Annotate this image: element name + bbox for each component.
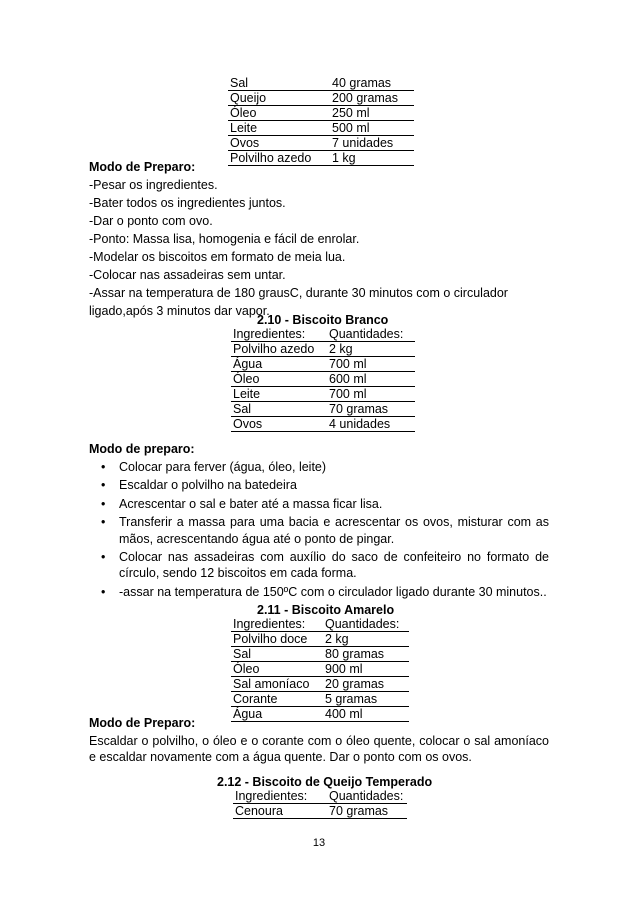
step-text: Acrescentar o sal e bater até a massa ficar lisa. (119, 496, 383, 511)
table-row (231, 692, 409, 707)
bullet-icon: • (101, 478, 106, 493)
ingredient-qty: 200 gramas (330, 91, 414, 106)
table-header-row (231, 327, 415, 342)
ingredient-name: Sal (231, 402, 327, 417)
page-number: 13 (312, 837, 326, 849)
table-row (228, 106, 414, 121)
header-quantities: Quantidades: (325, 617, 400, 631)
list-item (89, 496, 549, 512)
ingredient-qty: 1 kg (330, 151, 414, 166)
instruction-line: -Modelar os biscoitos em formato de meia lua. (89, 250, 346, 264)
table-row (228, 76, 414, 91)
table-row (228, 121, 414, 136)
ingredient-name: Ovos (231, 417, 327, 432)
ingredient-qty: 2 kg (323, 632, 409, 647)
step-text: -assar na temperatura de 150ºC com o circulador ligado durante 30 minutos.. (119, 584, 547, 599)
ingredient-name: Leite (231, 387, 327, 402)
list-item (89, 549, 549, 582)
ingredient-name: Sal (231, 647, 323, 662)
ingredient-name: Óleo (231, 662, 323, 677)
table-header-row (231, 617, 409, 632)
ingredient-name: Polvilho azedo (228, 151, 330, 166)
ingredient-name: Cenoura (233, 804, 327, 819)
ingredient-qty: 600 ml (327, 372, 415, 387)
table-row (231, 372, 415, 387)
instruction-paragraph: Escaldar o polvilho, o óleo e o corante com o óleo quente, colocar o sal amoníaco e escaldar novamente com a água quente. Dar o ponto com os ovos. (89, 734, 549, 765)
recipe-title: 2.10 - Biscoito Branco (257, 313, 389, 327)
instruction-line: -Dar o ponto com ovo. (89, 214, 213, 228)
table-row (228, 91, 414, 106)
header-ingredients: Ingredientes: (233, 617, 306, 631)
header-ingredients: Ingredientes: (231, 327, 327, 342)
list-item (89, 514, 549, 547)
ingredient-qty: 20 gramas (323, 677, 409, 692)
list-item (89, 584, 549, 600)
ingredient-qty: 5 gramas (323, 692, 409, 707)
header-quantities: Quantidades: (327, 327, 415, 342)
instruction-line: -Ponto: Massa lisa, homogenia e fácil de enrolar. (89, 232, 360, 246)
ingredient-name: Polvilho doce (231, 632, 323, 647)
ingredient-name: Sal amoníaco (231, 677, 323, 692)
section-heading: Modo de preparo: (89, 442, 195, 456)
list-item (89, 459, 549, 475)
ingredient-name: Água (231, 357, 327, 372)
instruction-line: -Bater todos os ingredientes juntos. (89, 196, 286, 210)
ingredient-qty: 700 ml (327, 387, 415, 402)
ingredient-qty: 700 ml (327, 357, 415, 372)
step-text: Transferir a massa para uma bacia e acrescentar os ovos, misturar com as mãos, acrescentando água até o ponto de pingar. (119, 515, 549, 546)
ingredient-qty: 40 gramas (330, 76, 414, 91)
bullet-icon: • (101, 496, 106, 511)
step-text: Colocar nas assadeiras com auxílio do saco de confeiteiro no formato de círculo, sendo 12 biscoitos em cada forma. (119, 550, 549, 581)
bullet-icon: • (101, 550, 106, 565)
table-header-row (233, 789, 407, 804)
ingredient-name: Leite (228, 121, 330, 136)
ingredient-name: Ovos (228, 136, 330, 151)
table-row (231, 342, 415, 357)
instruction-line: -Assar na temperatura de 180 grausC, durante 30 minutos com o circulador (89, 286, 508, 300)
instruction-line: -Colocar nas assadeiras sem untar. (89, 268, 286, 282)
ingredient-qty: 400 ml (323, 707, 409, 722)
ingredients-table (231, 617, 409, 722)
ingredient-name: Água (231, 707, 323, 722)
header-ingredients: Ingredientes: (235, 789, 308, 803)
table-row (231, 402, 415, 417)
ingredient-name: Óleo (228, 106, 330, 121)
ingredient-name: Polvilho azedo (231, 342, 327, 357)
ingredient-name: Corante (231, 692, 323, 707)
recipe-title: 2.11 - Biscoito Amarelo (257, 603, 395, 617)
ingredient-qty: 250 ml (330, 106, 414, 121)
ingredient-name: Queijo (228, 91, 330, 106)
ingredient-name: Óleo (231, 372, 327, 387)
instruction-line: ligado,após 3 minutos dar vapor. (89, 304, 270, 318)
ingredient-qty: 70 gramas (327, 804, 407, 819)
ingredient-qty: 7 unidades (330, 136, 414, 151)
table-row (228, 136, 414, 151)
ingredient-qty: 900 ml (323, 662, 409, 677)
bullet-icon: • (101, 460, 106, 474)
instruction-line: -Pesar os ingredientes. (89, 178, 218, 192)
ingredients-table-continued (228, 76, 414, 166)
step-text: Colocar para ferver (água, óleo, leite) (119, 460, 327, 474)
section-heading: Modo de Preparo: (89, 160, 196, 174)
table-row (233, 804, 407, 819)
ingredients-table (231, 327, 415, 432)
recipe-title: 2.12 - Biscoito de Queijo Temperado (217, 775, 433, 789)
steps-list (89, 459, 549, 602)
list-item (89, 477, 549, 493)
table-row (231, 417, 415, 432)
table-row (231, 647, 409, 662)
table-row (231, 387, 415, 402)
step-text: Escaldar o polvilho na batedeira (119, 478, 297, 493)
header-quantities: Quantidades: (329, 789, 404, 803)
ingredient-name: Sal (228, 76, 330, 91)
table-row (231, 632, 409, 647)
ingredients-table (233, 789, 407, 819)
ingredient-qty: 70 gramas (327, 402, 415, 417)
ingredient-qty: 2 kg (327, 342, 415, 357)
ingredient-qty: 500 ml (330, 121, 414, 136)
ingredient-qty: 80 gramas (323, 647, 409, 662)
table-row (231, 677, 409, 692)
bullet-icon: • (101, 584, 106, 599)
ingredient-qty: 4 unidades (327, 417, 415, 432)
table-row (231, 662, 409, 677)
table-row (231, 357, 415, 372)
section-heading: Modo de Preparo: (89, 716, 196, 730)
bullet-icon: • (101, 515, 106, 530)
